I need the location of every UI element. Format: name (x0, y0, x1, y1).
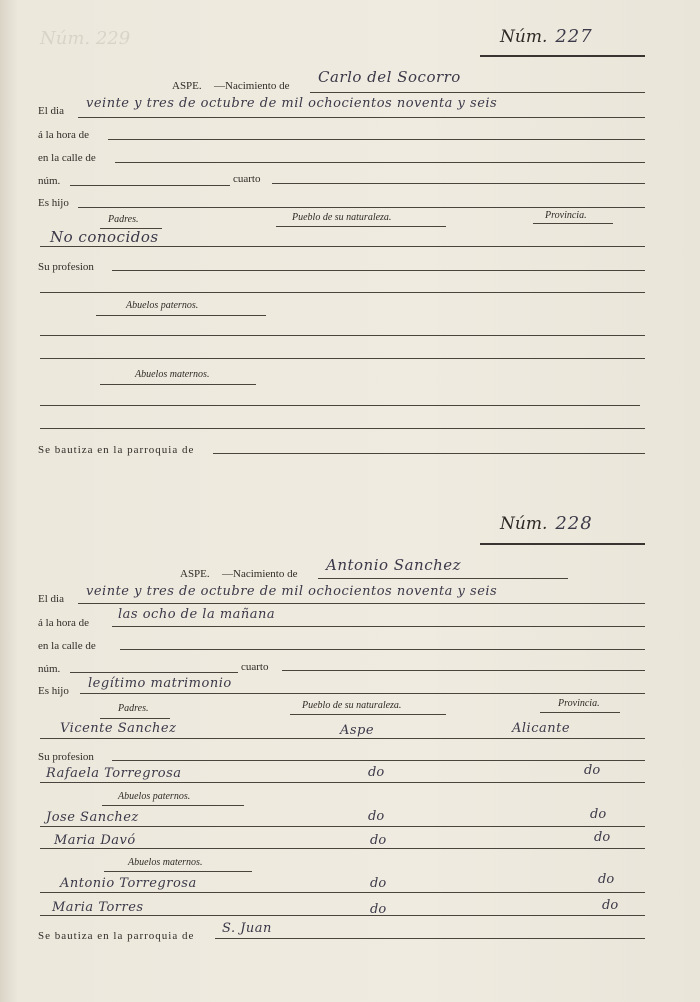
maternal-header-line (100, 384, 256, 385)
street-line (120, 649, 645, 650)
mother-line (40, 782, 645, 783)
maternal-line-2 (40, 915, 645, 916)
town-label: ASPE. (180, 568, 210, 580)
ditto-mark: do (594, 830, 611, 845)
parents-header: Padres. (118, 703, 149, 714)
child-of-line (78, 207, 645, 208)
father-province: Alicante (512, 721, 571, 736)
parish-label: Se bautiza en la parroquia de (38, 930, 195, 942)
father-name: Vicente Sanchez (60, 721, 177, 736)
ditto-mark: do (370, 876, 387, 891)
number-label: Núm. (500, 27, 548, 47)
paternal-header: Abuelos paternos. (126, 300, 199, 311)
child-name: Antonio Sanchez (326, 556, 462, 574)
child-of-label: Es hijo (38, 197, 69, 209)
num-line (70, 672, 238, 673)
town-label: ASPE. (172, 80, 202, 92)
profession-line (112, 760, 645, 761)
maternal-header: Abuelos maternos. (135, 369, 210, 380)
parish-line (215, 938, 645, 939)
hour-line (108, 139, 645, 140)
paternal-header: Abuelos paternos. (118, 791, 191, 802)
mother-name: Rafaela Torregrosa (46, 766, 182, 781)
birth-record-228 (0, 500, 700, 1000)
birth-label: —Nacimiento de (214, 80, 290, 92)
child-of-line (80, 693, 645, 694)
num-label: núm. (38, 663, 61, 675)
day-label: El dia (38, 105, 64, 117)
day-label: El dia (38, 593, 64, 605)
hour-line (112, 626, 645, 627)
number-value: 227 (555, 26, 593, 47)
profession-line (112, 270, 645, 271)
child-of-label: Es hijo (38, 685, 69, 697)
ditto-mark: do (368, 809, 385, 824)
child-name: Carlo del Socorro (318, 68, 461, 86)
maternal-grandmother: Maria Torres (52, 900, 144, 915)
parents-line (40, 738, 645, 739)
street-line (115, 162, 645, 163)
province-header: Provincia. (558, 698, 600, 709)
hour-label: á la hora de (38, 129, 89, 141)
paternal-line-1 (40, 335, 645, 336)
room-line (272, 183, 645, 184)
birth-label: —Nacimiento de (222, 568, 298, 580)
record-number (500, 26, 593, 47)
number-value: 228 (555, 513, 593, 534)
paternal-grandfather: Jose Sanchez (46, 810, 139, 825)
street-label: en la calle de (38, 152, 96, 164)
parish-line (213, 453, 645, 454)
father-town: Aspe (340, 723, 375, 738)
ditto-mark: do (370, 902, 387, 917)
province-header-line (533, 223, 613, 224)
street-label: en la calle de (38, 640, 96, 652)
parents-header: Padres. (108, 214, 139, 225)
paternal-line-2 (40, 358, 645, 359)
room-line (282, 670, 645, 671)
hour-label: á la hora de (38, 617, 89, 629)
maternal-line-1 (40, 892, 645, 893)
ditto-mark: do (370, 833, 387, 848)
maternal-header: Abuelos maternos. (128, 857, 203, 868)
day-line (78, 603, 645, 604)
profession-label: Su profesion (38, 751, 94, 763)
paternal-header-line (96, 315, 266, 316)
maternal-grandfather: Antonio Torregrosa (60, 876, 197, 891)
profession-label: Su profesion (38, 261, 94, 273)
parents-line (40, 246, 645, 247)
ditto-mark: do (590, 807, 607, 822)
day-text: veinte y tres de octubre de mil ochocientos noventa y seis (86, 96, 498, 111)
ditto-mark: do (584, 763, 601, 778)
num-line (70, 185, 230, 186)
hour-text: las ocho de la mañana (118, 607, 276, 622)
province-header: Provincia. (545, 210, 587, 221)
ditto-mark: do (368, 765, 385, 780)
child-of-text: legítimo matrimonio (88, 676, 232, 691)
paternal-header-line (102, 805, 244, 806)
origin-header-line (290, 714, 446, 715)
name-line (310, 92, 645, 93)
province-header-line (540, 712, 620, 713)
origin-header-line (276, 226, 446, 227)
ditto-mark: do (598, 872, 615, 887)
parish-label: Se bautiza en la parroquia de (38, 444, 195, 456)
num-label: núm. (38, 175, 61, 187)
maternal-line-1 (40, 405, 640, 406)
birth-record-227 (0, 0, 700, 480)
number-underline (480, 543, 645, 545)
origin-header: Pueblo de su naturaleza. (292, 212, 392, 223)
parents-header-line (100, 718, 170, 719)
record-number (500, 513, 593, 534)
origin-header: Pueblo de su naturaleza. (302, 700, 402, 711)
day-text: veinte y tres de octubre de mil ochocientos noventa y seis (86, 584, 498, 599)
day-line (78, 117, 645, 118)
paternal-grandmother: Maria Davó (54, 833, 136, 848)
parents-text: No conocidos (50, 228, 159, 246)
room-label: cuarto (233, 173, 261, 185)
ditto-mark: do (602, 898, 619, 913)
number-label: Núm. (500, 514, 548, 534)
parish-text: S. Juan (222, 921, 272, 936)
maternal-header-line (104, 871, 252, 872)
paternal-line-1 (40, 826, 645, 827)
number-underline (480, 55, 645, 57)
name-line (318, 578, 568, 579)
maternal-line-2 (40, 428, 645, 429)
blank-line (40, 292, 645, 293)
paternal-line-2 (40, 848, 645, 849)
room-label: cuarto (241, 661, 269, 673)
bleed-through-mark: Núm. 229 (40, 28, 131, 49)
